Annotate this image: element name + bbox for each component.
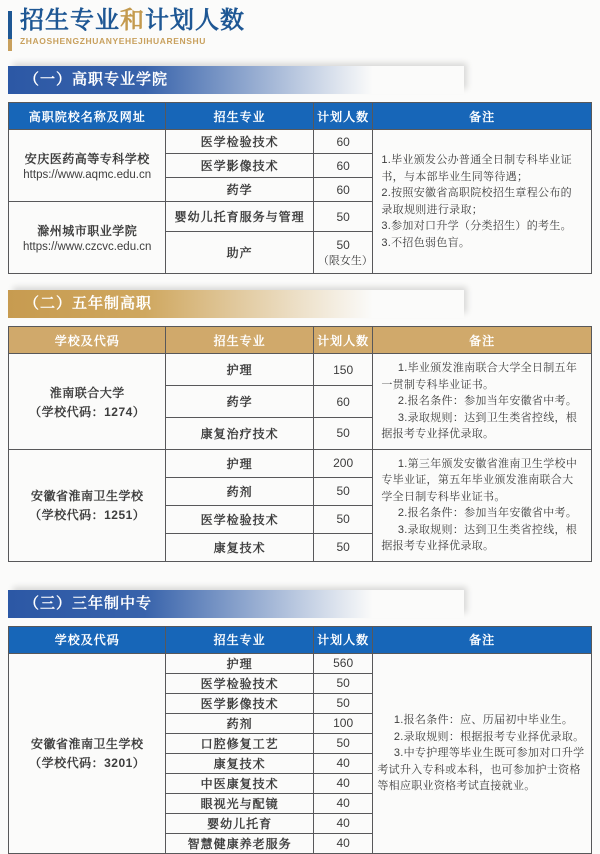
section2-heading: （二）五年制高职 (24, 295, 153, 313)
remark-line: 1.报名条件：应、历届初中毕业生。 (393, 714, 574, 727)
remark-line: 3.录取规则：达到卫生类省控线，根据报考专业择优录取。 (381, 523, 578, 553)
major-cell: 婴幼儿托育 (166, 813, 313, 833)
remark-cell (373, 354, 592, 450)
major-cell: 康复技术 (166, 753, 313, 773)
plan-cell: 50 (313, 202, 372, 232)
school-url[interactable]: https://www.czcvc.edu.cn (22, 241, 152, 254)
col-header-remark: 备注 (373, 626, 592, 653)
plan-cell: 60 (313, 130, 372, 154)
major-cell: 口腔修复工艺 (166, 733, 313, 753)
plan-cell: 50 (313, 733, 372, 753)
col-header-remark: 备注 (373, 103, 592, 130)
plan-note: （限女生） (317, 254, 373, 267)
table-row (9, 449, 592, 477)
plan-cell: 150 (313, 354, 372, 386)
school-name: 安庆医药高等专科学校 (24, 152, 150, 167)
school-cell (9, 202, 166, 274)
major-cell: 药剂 (166, 477, 313, 505)
section3-header-row (9, 626, 592, 653)
plan-cell: 50 (313, 533, 372, 561)
school-name: 安徽省淮南卫生学校 (30, 489, 144, 504)
major-cell: 医学影像技术 (166, 693, 313, 713)
plan-cell: 50 (313, 505, 372, 533)
col-header-major: 招生专业 (166, 103, 313, 130)
major-cell: 智慧健康养老服务 (166, 833, 313, 853)
section1-table (8, 102, 592, 274)
plan-cell: 40 (313, 753, 372, 773)
section1-banner (8, 66, 464, 94)
remark-line: 1.毕业颁发公办普通全日制专科毕业证书，与本部毕业生同等待遇； (381, 154, 572, 183)
plan-cell: 100 (313, 713, 372, 733)
plan-cell: 50 (313, 418, 372, 450)
remark-line: 3.不招色弱色盲。 (381, 236, 471, 249)
table-row (9, 130, 592, 154)
table-row (9, 354, 592, 386)
table-row (9, 653, 592, 673)
major-cell: 医学影像技术 (166, 154, 313, 178)
col-header-plan: 计划人数 (313, 626, 372, 653)
section3-banner (8, 590, 464, 618)
remark-line: 1.第三年颁发安徽省淮南卫生学校中专毕业证，第五年毕业颁发淮南联合大学全日制专科毕业证书。 (381, 457, 578, 503)
section2-banner (8, 290, 464, 318)
remark-line: 3.录取规则：达到卫生类省控线，根据报考专业择优录取。 (381, 411, 578, 441)
remark-cell (373, 449, 592, 561)
school-name: 滁州城市职业学院 (37, 224, 138, 239)
school-code: （学校代码：3201） (29, 756, 146, 771)
col-header-plan: 计划人数 (313, 327, 372, 354)
school-name: 安徽省淮南卫生学校 (30, 737, 144, 752)
plan-cell: 50 (313, 693, 372, 713)
school-cell (9, 354, 166, 450)
plan-cell: 560 (313, 653, 372, 673)
remark-line: 2.按照安徽省高职院校招生章程公布的录取规则进行录取； (381, 187, 572, 216)
major-cell: 医学检验技术 (166, 130, 313, 154)
title-accent-char: 和 (120, 7, 145, 34)
page-title-block (8, 8, 592, 46)
section1-header-row (9, 103, 592, 130)
col-header-major: 招生专业 (166, 327, 313, 354)
remark-line: 2.报名条件：参加当年安徽省中考。 (397, 507, 578, 520)
major-cell: 眼视光与配镜 (166, 793, 313, 813)
remark-line: 2.报名条件：参加当年安徽省中考。 (397, 395, 578, 408)
remark-line: 3.参加对口升学（分类招生）的考生。 (381, 220, 572, 233)
plan-cell: 40 (313, 813, 372, 833)
remark-cell (373, 653, 592, 853)
remark-cell (373, 130, 592, 274)
section1-heading: （一）高职专业学院 (24, 71, 169, 89)
major-cell: 护理 (166, 653, 313, 673)
major-cell: 医学检验技术 (166, 673, 313, 693)
page-title (20, 8, 592, 34)
title-accent-bar (8, 11, 12, 51)
plan-cell: 50 (313, 673, 372, 693)
title-pinyin: ZHAOSHENGZHUANYEHEJIHUARENSHU (20, 36, 206, 47)
plan-cell: 40 (313, 833, 372, 853)
plan-cell: 60 (313, 178, 372, 202)
title-part3: 计划人数 (145, 7, 245, 34)
major-cell: 医学检验技术 (166, 505, 313, 533)
section3-heading: （三）三年制中专 (24, 594, 153, 612)
school-cell (9, 449, 166, 561)
plan-cell: 40 (313, 793, 372, 813)
col-header-school: 高职院校名称及网址 (9, 103, 166, 130)
school-code: （学校代码：1251） (29, 508, 146, 523)
plan-cell: 50 (313, 477, 372, 505)
major-cell: 中医康复技术 (166, 773, 313, 793)
remark-line: 3.中专护理等毕业生既可参加对口升学考试升入专科或本科，也可参加护士资格等相应职业资格考试直接就业。 (377, 747, 585, 793)
major-cell: 助产 (166, 232, 313, 274)
remark-line: 1.毕业颁发淮南联合大学全日制五年一贯制专科毕业证书。 (381, 362, 578, 391)
col-header-plan: 计划人数 (313, 103, 372, 130)
col-header-remark: 备注 (373, 327, 592, 354)
section2-header-row (9, 327, 592, 354)
plan-cell: 200 (313, 449, 372, 477)
plan-cell: 60 (313, 386, 372, 418)
school-code: （学校代码：1274） (29, 404, 146, 419)
school-cell (9, 130, 166, 202)
school-cell (9, 653, 166, 853)
section2-table (8, 326, 592, 562)
remark-line: 2.录取规则：根据报考专业择优录取。 (393, 730, 585, 743)
plan-cell (313, 232, 372, 274)
plan-cell: 40 (313, 773, 372, 793)
section3-table (8, 626, 592, 854)
major-cell: 护理 (166, 449, 313, 477)
school-url[interactable]: https://www.aqmc.edu.cn (23, 169, 152, 182)
col-header-school: 学校及代码 (9, 327, 166, 354)
title-part1: 招生专业 (20, 7, 120, 34)
major-cell: 康复技术 (166, 533, 313, 561)
plan-cell: 60 (313, 154, 372, 178)
major-cell: 康复治疗技术 (166, 418, 313, 450)
plan-number: 50 (336, 237, 350, 252)
school-name: 淮南联合大学 (49, 385, 125, 400)
col-header-major: 招生专业 (166, 626, 313, 653)
col-header-school: 学校及代码 (9, 626, 166, 653)
major-cell: 药学 (166, 386, 313, 418)
major-cell: 药学 (166, 178, 313, 202)
major-cell: 护理 (166, 354, 313, 386)
major-cell: 药剂 (166, 713, 313, 733)
major-cell: 婴幼儿托育服务与管理 (166, 202, 313, 232)
